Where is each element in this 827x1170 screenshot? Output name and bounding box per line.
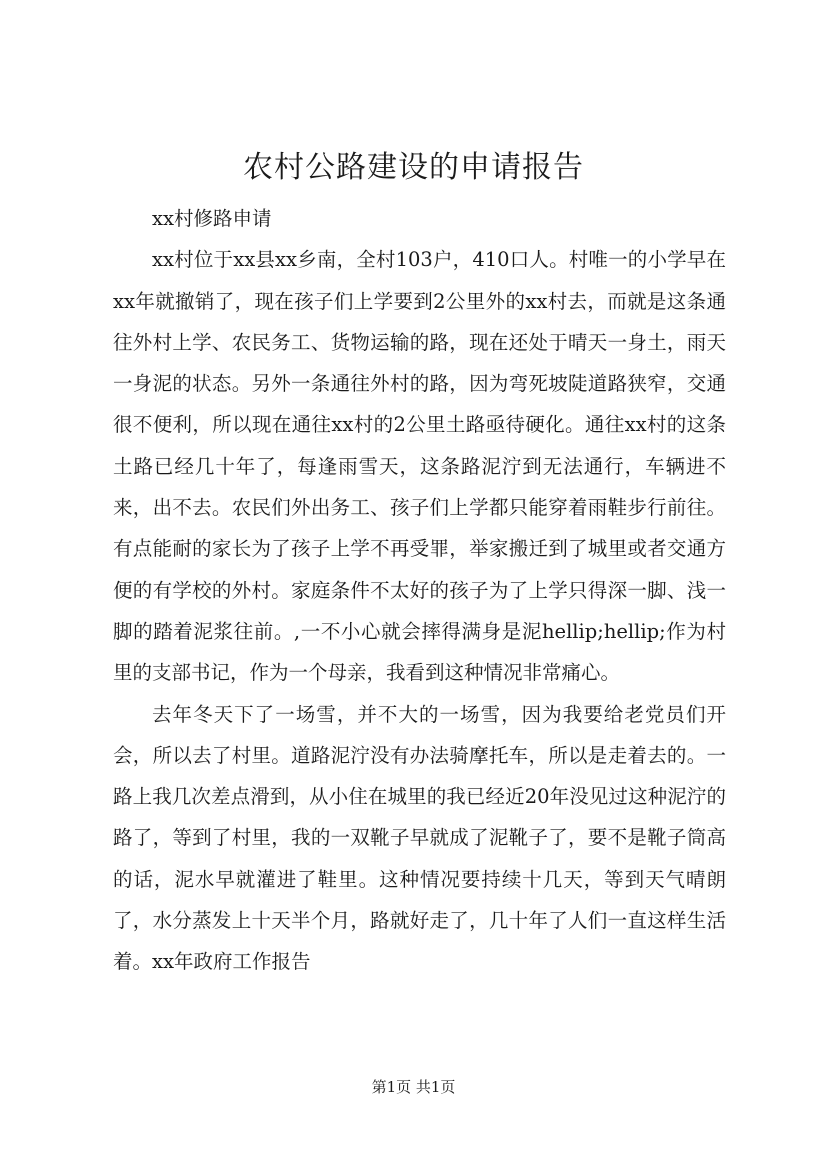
paragraph-subtitle: xx村修路申请 xyxy=(152,207,272,230)
page-footer: 第1页 共1页 xyxy=(371,1078,456,1096)
document-body xyxy=(113,198,726,983)
paragraph-2: 去年冬天下了一场雪，并不大的一场雪，因为我要给老党员们开会，所以去了村里。道路泥泞没有办法骑摩托车，所以是走着去的。一路上我几次差点滑到，从小住在城里的我已经近20年没见过这种泥泞的路了，等到了村里，我的一双靴子早就成了泥靴子了，要不是靴子筒高的话，泥水早就灌进了鞋里。这种情况要持续十几天，等到天气晴朗了，水分蒸发上十天半个月，路就好走了，几十年了人们一直这样生活着。xx年政府工作报告 xyxy=(113,702,726,974)
document-title: 农村公路建设的申请报告 xyxy=(243,150,584,185)
paragraph-1: xx村位于xx县xx乡南，全村103户，410口人。村唯一的小学早在xx年就撤销了，现在孩子们上学要到2公里外的xx村去，而就是这条通往外村上学、农民务工、货物运输的路，现在还处于晴天一身土，雨天一身泥的状态。另外一条通往外村的路，因为弯死坡陡道路狭窄，交通很不便利，所以现在通往xx村的2公里土路亟待硬化。通往xx村的这条土路已经几十年了，每逢雨雪天，这条路泥泞到无法通行，车辆进不来，出不去。农民们外出务工、孩子们上学都只能穿着雨鞋步行前往。有点能耐的家长为了孩子上学不再受罪，举家搬迁到了城里或者交通方便的有学校的外村。家庭条件不太好的孩子为了上学只得深一脚、浅一脚的踏着泥浆往前。,一不小心就会摔得满身是泥hellip;hellip;作为村里的支部书记，作为一个母亲，我看到这种情况非常痛心。 xyxy=(113,248,726,685)
